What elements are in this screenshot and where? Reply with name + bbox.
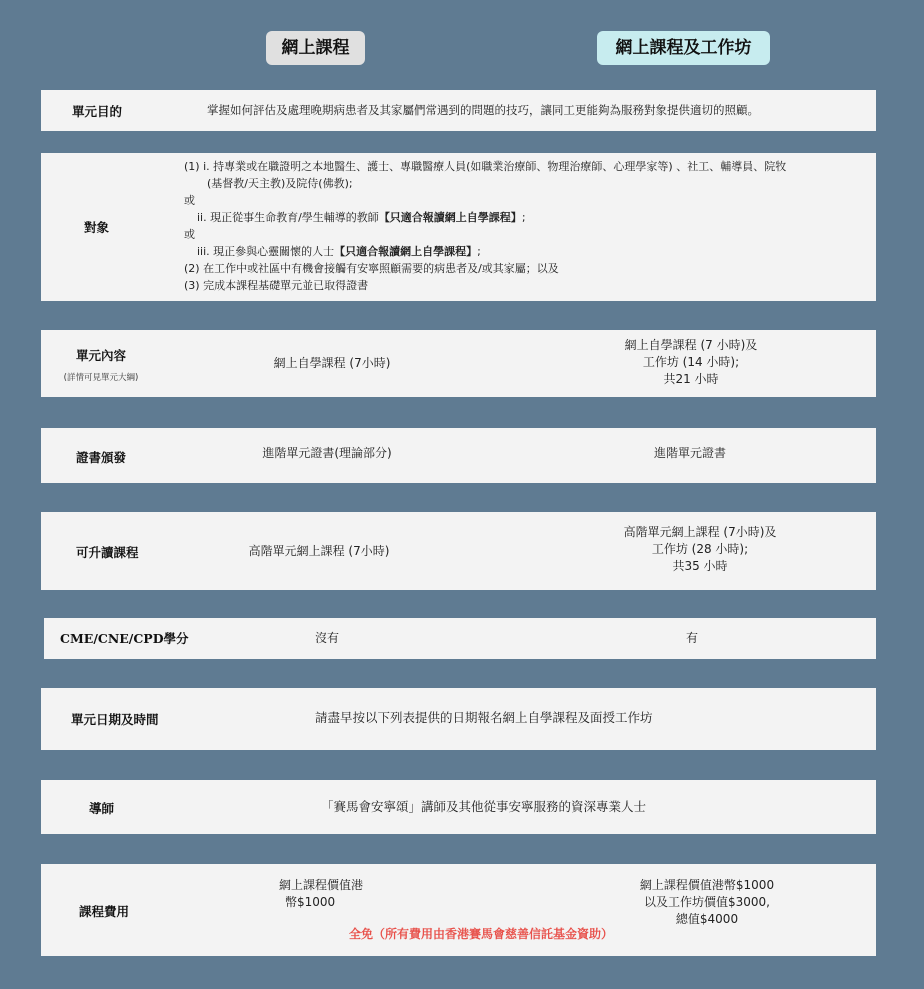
fee-col2-line2: 以及工作坊價值$3000,	[644, 895, 770, 909]
row-label-tutor: 導師	[89, 801, 115, 816]
row-upgrade	[41, 512, 876, 590]
target-iii-end: ;	[477, 245, 481, 258]
target-list	[184, 158, 786, 294]
target-iii-note: 【只適合報讀網上自學課程】	[334, 245, 478, 258]
fee-col2-line3: 總值$4000	[675, 912, 739, 926]
content-col2-line1: 網上自學課程 (7 小時)及	[624, 338, 758, 352]
fee-col1-line2: 幣$1000	[285, 895, 336, 909]
target-line-2: (2) 在工作中或社區中有機會接觸有安寧照顧需要的病患者及/或其家屬；以及	[184, 262, 559, 275]
row-label-cme-zh: 學分	[163, 631, 189, 646]
row-label-purpose: 單元目的	[72, 104, 123, 119]
certificate-col2: 進階單元證書	[653, 446, 726, 460]
header-online-course: 網上課程	[266, 31, 365, 65]
row-target	[41, 153, 876, 301]
row-label-content: 單元內容	[75, 348, 126, 363]
row-certificate	[41, 428, 876, 483]
target-line-ii	[184, 209, 786, 226]
upgrade-col2-line3: 共35 小時	[672, 559, 728, 573]
target-line-iii	[184, 243, 786, 260]
upgrade-col2-line1: 高階單元網上課程 (7小時)及	[623, 525, 777, 539]
row-content	[41, 330, 876, 397]
row-sublabel-content: (詳情可見單元大綱)	[63, 373, 139, 383]
target-or-1: 或	[184, 194, 195, 207]
row-label-schedule: 單元日期及時間	[71, 712, 159, 727]
fee-col1	[251, 877, 391, 911]
schedule-text: 請盡早按以下列表提供的日期報名網上自學課程及面授工作坊	[315, 710, 653, 725]
fee-col2-line1: 網上課程價值港幣$1000	[639, 878, 775, 892]
row-tutor	[41, 780, 876, 834]
target-line-3: (3) 完成本課程基礎單元並已取得證書	[184, 279, 369, 292]
purpose-text: 掌握如何評估及處理晚期病患者及其家屬們常遇到的問題的技巧，讓同工更能夠為服務對象提供適切的照顧。	[207, 103, 759, 117]
row-label-certificate: 證書頒發	[76, 450, 127, 465]
cme-col2: 有	[685, 631, 698, 645]
row-label-target: 對象	[84, 220, 110, 235]
fee-col1-line1: 網上課程價值港	[278, 878, 363, 892]
fee-free-note: 全免（所有費用由香港賽馬會慈善信託基金資助）	[349, 927, 614, 941]
upgrade-col2	[580, 524, 820, 575]
target-or-2: 或	[184, 228, 195, 241]
target-line-1b: (基督教/天主教)及院侍(佛教);	[207, 177, 353, 190]
row-label-cme	[60, 630, 189, 647]
row-schedule	[41, 688, 876, 750]
header-online-course-and-workshop: 網上課程及工作坊	[597, 31, 770, 65]
target-iii-text: iii. 現正參與心靈關懷的人士	[197, 245, 335, 258]
upgrade-col1: 高階單元網上課程 (7小時)	[248, 544, 390, 558]
row-purpose	[41, 90, 876, 131]
tutor-text: 「賽馬會安寧頌」講師及其他從事安寧服務的資深專業人士	[321, 799, 647, 814]
content-col2	[581, 337, 801, 388]
row-label-content-wrap	[41, 346, 161, 383]
row-label-cme-en: CME/CNE/CPD	[60, 631, 164, 646]
target-ii-end: ;	[521, 211, 526, 224]
content-col1: 網上自學課程 (7小時)	[273, 356, 391, 370]
content-col2-line2: 工作坊 (14 小時);	[642, 355, 740, 369]
row-label-upgrade: 可升讀課程	[76, 545, 139, 560]
content-col2-line3: 共21 小時	[663, 372, 719, 386]
target-line-1a: (1) i. 持專業或在職證明之本地醫生、護士、專職醫療人員(如職業治療師、物理治療師、心理學家等) 、社工、輔導員、院牧	[184, 160, 787, 173]
target-ii-note: 【只適合報讀網上自學課程】	[378, 211, 522, 224]
upgrade-col2-line2: 工作坊 (28 小時);	[651, 542, 749, 556]
certificate-col1: 進階單元證書(理論部分)	[262, 446, 392, 460]
row-label-fee: 課程費用	[79, 904, 130, 919]
row-fee	[41, 864, 876, 956]
row-cme	[44, 618, 876, 659]
cme-col1: 沒有	[314, 631, 339, 645]
target-ii-text: ii. 現正從事生命教育/學生輔導的教師	[197, 211, 379, 224]
fee-col2	[587, 877, 827, 928]
